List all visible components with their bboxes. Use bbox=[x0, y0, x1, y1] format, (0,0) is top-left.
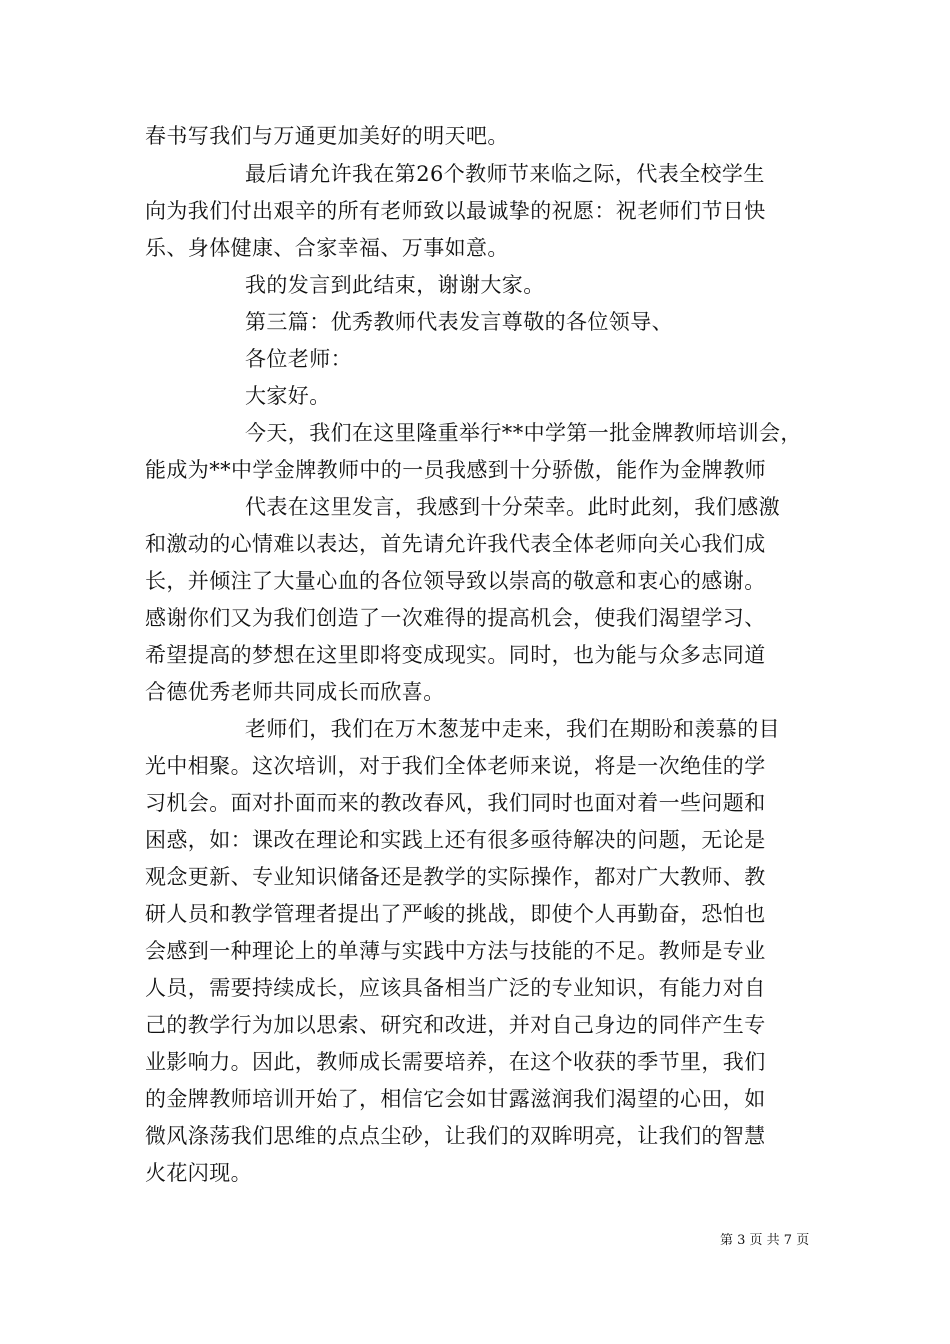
text-line: 希望提高的梦想在这里即将变成现实。同时，也为能与众多志同道 bbox=[145, 643, 766, 667]
text-line: 火花闪现。 bbox=[145, 1161, 252, 1185]
text-line: 合德优秀老师共同成长而欣喜。 bbox=[145, 680, 445, 704]
text-line: 各位老师： bbox=[245, 347, 352, 371]
page-number-footer: 第 3 页 共 7 页 bbox=[720, 1233, 810, 1248]
text-line: 能成为**中学金牌教师中的一员我感到十分骄傲，能作为金牌教师 bbox=[145, 458, 766, 482]
text-line: 光中相聚。这次培训，对于我们全体老师来说，将是一次绝佳的学 bbox=[145, 754, 766, 778]
text-line: 的金牌教师培训开始了，相信它会如甘露滋润我们渴望的心田，如 bbox=[145, 1087, 766, 1111]
text-line: 我的发言到此结束，谢谢大家。 bbox=[245, 273, 545, 297]
text-line: 和激动的心情难以表达，首先请允许我代表全体老师向关心我们成 bbox=[145, 532, 766, 556]
text-line: 业影响力。因此，教师成长需要培养，在这个收获的季节里，我们 bbox=[145, 1050, 766, 1074]
text-line: 长，并倾注了大量心血的各位领导致以崇高的敬意和衷心的感谢。 bbox=[145, 569, 766, 593]
text-line: 观念更新、专业知识储备还是教学的实际操作，都对广大教师、教 bbox=[145, 865, 766, 889]
text-line: 代表在这里发言，我感到十分荣幸。此时此刻，我们感激 bbox=[245, 495, 780, 519]
section-heading: 第三篇：优秀教师代表发言尊敬的各位领导、 bbox=[245, 310, 673, 334]
text-line: 困惑，如：课改在理论和实践上还有很多亟待解决的问题，无论是 bbox=[145, 828, 766, 852]
text-line: 大家好。 bbox=[245, 384, 331, 408]
text-line: 会感到一种理论上的单薄与实践中方法与技能的不足。教师是专业 bbox=[145, 939, 766, 963]
text-line: 感谢你们又为我们创造了一次难得的提高机会，使我们渴望学习、 bbox=[145, 606, 766, 630]
text-line: 研人员和教学管理者提出了严峻的挑战，即使个人再勤奋，恐怕也 bbox=[145, 902, 766, 926]
text-line: 最后请允许我在第26个教师节来临之际，代表全校学生 bbox=[245, 162, 765, 186]
text-line: 春书写我们与万通更加美好的明天吧。 bbox=[145, 124, 509, 148]
text-line: 老师们，我们在万木葱茏中走来，我们在期盼和羡慕的目 bbox=[245, 717, 780, 741]
text-line: 人员，需要持续成长，应该具备相当广泛的专业知识，有能力对自 bbox=[145, 976, 766, 1000]
text-line: 微风涤荡我们思维的点点尘砂，让我们的双眸明亮，让我们的智慧 bbox=[145, 1124, 766, 1148]
text-line: 乐、身体健康、合家幸福、万事如意。 bbox=[145, 236, 509, 260]
text-line: 今天，我们在这里隆重举行**中学第一批金牌教师培训会， bbox=[245, 421, 802, 445]
text-line: 向为我们付出艰辛的所有老师致以最诚挚的祝愿：祝老师们节日快 bbox=[145, 199, 766, 223]
text-line: 习机会。面对扑面而来的教改春风，我们同时也面对着一些问题和 bbox=[145, 791, 766, 815]
text-line: 己的教学行为加以思索、研究和改进，并对自己身边的同伴产生专 bbox=[145, 1013, 766, 1037]
